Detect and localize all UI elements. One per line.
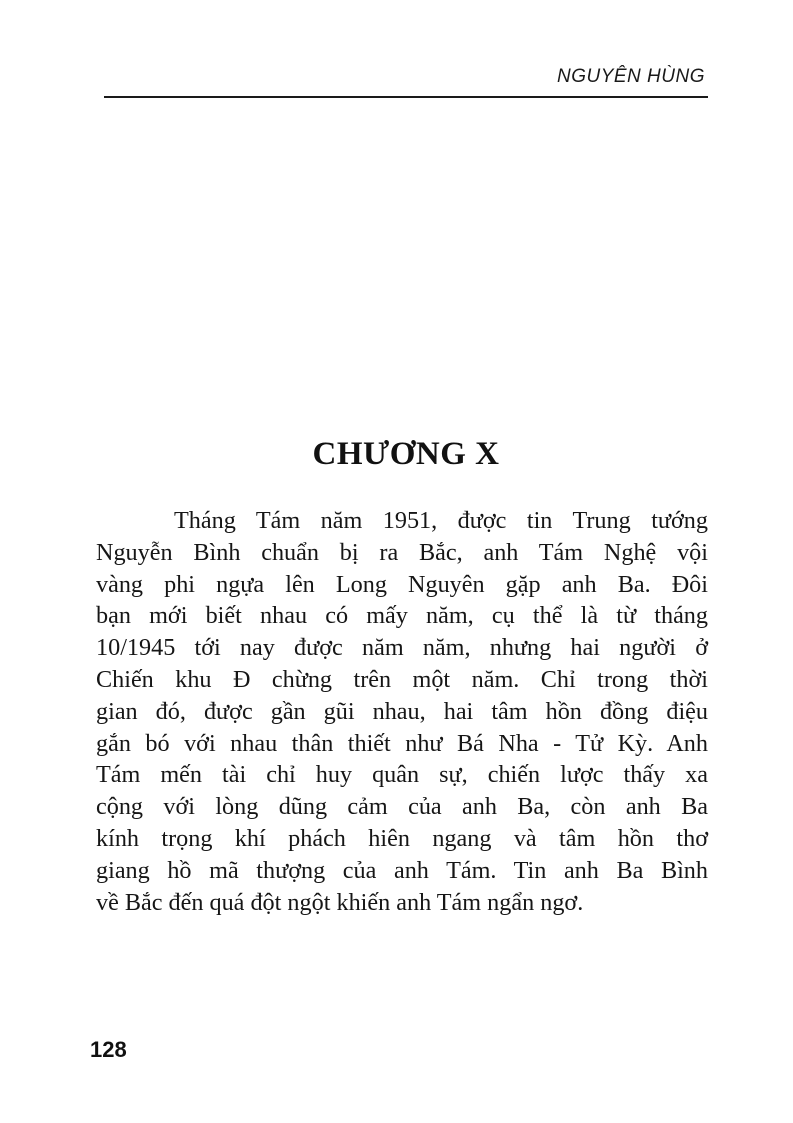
running-header-author: NGUYÊN HÙNG — [556, 66, 705, 87]
paragraph-line: giang hồ mã thượng của anh Tám. Tin anh Ba Bình — [96, 856, 708, 884]
paragraph-line: Nguyễn Bình chuẩn bị ra Bắc, anh Tám Nghệ vội — [96, 538, 708, 566]
paragraph-line: vàng phi ngựa lên Long Nguyên gặp anh Ba. Đôi — [96, 570, 708, 598]
paragraph-line: kính trọng khí phách hiên ngang và tâm hồn thơ — [96, 824, 708, 852]
paragraph-line: Chiến khu Đ chừng trên một năm. Chỉ trong thời — [96, 665, 708, 693]
paragraph-line: Tháng Tám năm 1951, được tin Trung tướng — [174, 507, 708, 534]
chapter-title: CHƯƠNG X — [312, 436, 500, 473]
paragraph-line: 10/1945 tới nay được năm năm, nhưng hai người ở — [96, 634, 708, 662]
paragraph-line: Tám mến tài chỉ huy quân sự, chiến lược thấy xa — [96, 761, 708, 789]
body-paragraph — [96, 505, 708, 918]
header-rule — [104, 96, 708, 98]
paragraph-line: bạn mới biết nhau có mấy năm, cụ thể là từ tháng — [96, 602, 708, 630]
paragraph-line: cộng với lòng dũng cảm của anh Ba, còn anh Ba — [96, 793, 708, 821]
paragraph-line: về Bắc đến quá đột ngột khiến anh Tám ngẩn ngơ. — [96, 888, 584, 916]
paragraph-line: gắn bó với nhau thân thiết như Bá Nha - Tử Kỳ. Anh — [96, 729, 708, 757]
paragraph-line: gian đó, được gần gũi nhau, hai tâm hồn đồng điệu — [96, 697, 708, 725]
page-number: 128 — [90, 1037, 127, 1062]
